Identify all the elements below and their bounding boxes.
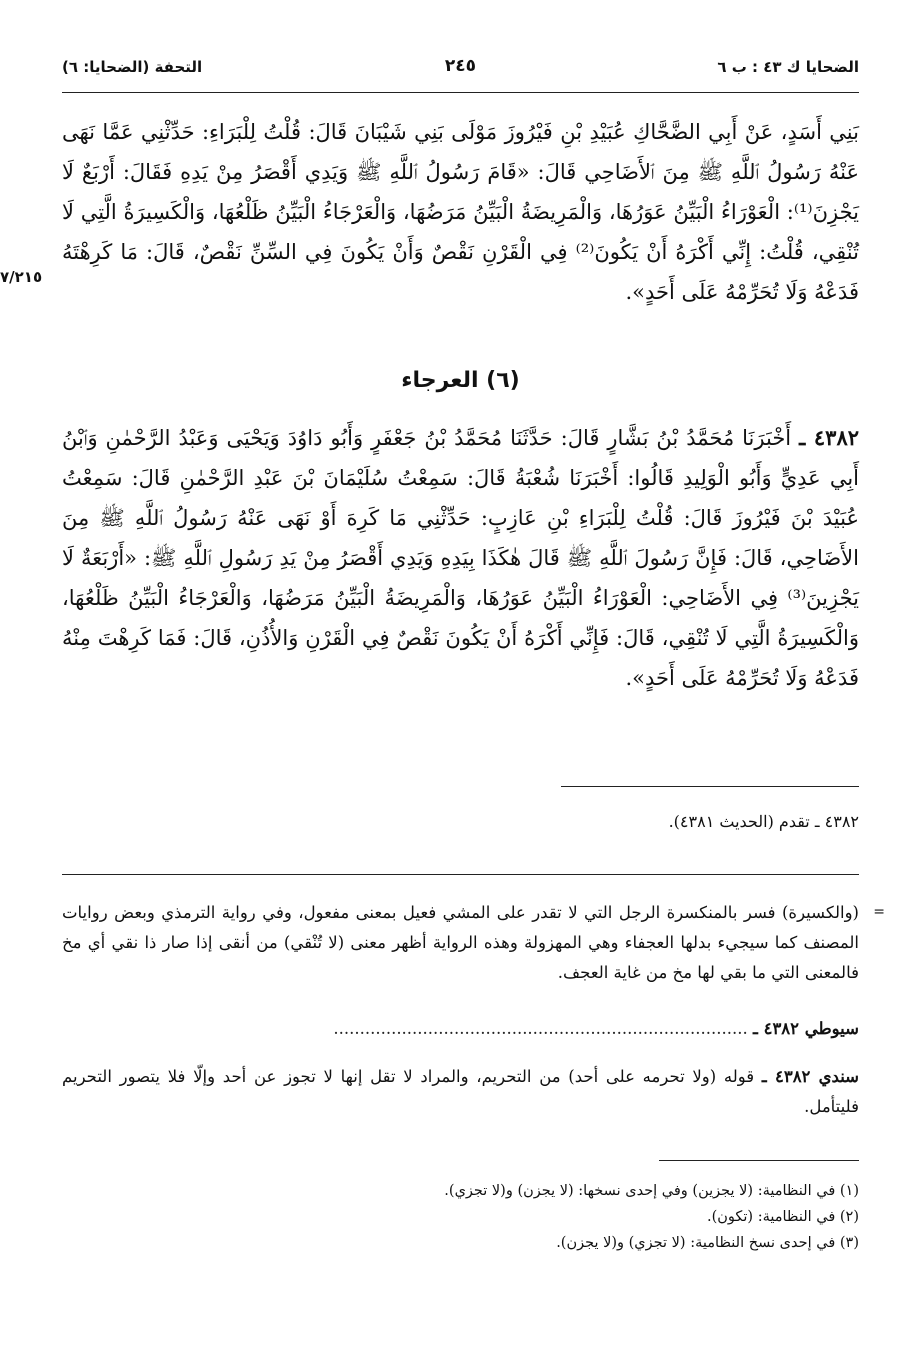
takhrij-note: ٤٣٨٢ ـ تقدم (الحديث ٤٣٨١). (668, 812, 859, 831)
commentary-paragraph: (والكسيرة) فسر بالمنكسرة الرجل التي لا تقدر على المشي فعيل بمعنى مفعول، وفي رواية الترمذي وبعض روايات المصنف كما سيجيء بدلها العجفاء وهي المهزولة وهذه الرواية أظهر معنى (لا تُنْقي) من أنقى إذا صار ذا نقي أي مخ فالمعنى التي ما بقي لها مخ من غاية العجف. (62, 903, 859, 982)
sindi-text: قوله (ولا تحرمه على أحد) من التحريم، والمراد لا تقل إنها لا تجوز عن أحد وإلّا فلا يتصور التحريم فليتأمل. (62, 1067, 859, 1116)
sindi-commentary (62, 1062, 859, 1122)
footnote-3: (٣) في إحدى نسخ النظامية: (لا تجزي) و(لا يجزن). (556, 1235, 859, 1251)
footnote-divider (659, 1160, 859, 1161)
footnote-1: (١) في النظامية: (لا يجزين) وفي إحدى نسخها: (لا يجزن) و(لا تجزي). (444, 1183, 859, 1199)
page-number: ٢٤٥ (444, 56, 477, 76)
divider-full (62, 874, 859, 875)
divider-short (561, 786, 859, 787)
hadith-4382 (62, 418, 859, 698)
section-heading: (٦) العرجاء (401, 368, 520, 393)
margin-reference: ٧/٢١٥ (0, 268, 43, 286)
hadith-continuation-text: بَنِي أَسَدٍ، عَنْ أَبِي الضَّحَّاكِ عُبَيْدِ بْنِ فَيْرُوزَ مَوْلَى بَنِي شَيْبَانَ قَالَ: قُلْتُ لِلْبَرَاءِ: حَدِّثْنِي عَمَّا نَهَى عَنْهُ رَسُولُ ٱللَّهِ ﷺ مِنَ ٱلأَضَاحِي قَالَ: «قَامَ رَسُولُ ٱللَّهِ ﷺ وَيَدِي أَقْصَرُ مِنْ يَدِهِ فَقَالَ: أَرْبَعٌ لَا يَجْزِنَ⁽¹⁾: الْعَوْرَاءُ الْبَيِّنُ عَوَرُهَا، وَالْمَرِيضَةُ الْبَيِّنُ مَرَضُهَا، وَالْعَرْجَاءُ الْبَيِّنُ ظَلْعُهَا، وَالْكَسِيرَةُ الَّتِي لَا تُنْقِي، قُلْتُ: إِنِّي أَكْرَهُ أَنْ يَكُونَ⁽²⁾ فِي الْقَرْنِ نَقْصٌ وَأَنْ يَكُونَ فِي السِّنِّ نَقْصٌ، قَالَ: مَا كَرِهْتَهُ فَدَعْهُ وَلَا تُحَرِّمْهُ عَلَى أَحَدٍ». (62, 120, 859, 304)
footnotes (62, 1178, 859, 1256)
continuation-marker: = (873, 904, 885, 920)
suyuti-label: سيوطي ٤٣٨٢ ـ (752, 1019, 859, 1038)
header-chapter-ref: الضحايا ك ٤٣ : ب ٦ (717, 58, 859, 76)
hadith-continuation (62, 112, 859, 312)
footnote-2: (٢) في النظامية: (تكون). (706, 1209, 859, 1225)
sindi-label: سندي ٤٣٨٢ ـ (761, 1067, 860, 1086)
header-tuhfa-ref: التحفة (الضحايا: ٦) (62, 58, 203, 76)
suyuti-commentary (62, 1014, 859, 1044)
hadith-text: أَخْبَرَنَا مُحَمَّدُ بْنُ بَشَّارٍ قَالَ: حَدَّثَنَا مُحَمَّدُ بْنُ جَعْفَرٍ وَأَبُو دَاوُدَ وَيَحْيَى وَعَبْدُ الرَّحْمٰنِ وَٱبْنُ أَبِي عَدِيٍّ وَأَبُو الْوَلِيدِ قَالُوا: أَخْبَرَنَا شُعْبَةُ قَالَ: سَمِعْتُ سُلَيْمَانَ بْنَ عَبْدِ الرَّحْمٰنِ قَالَ: سَمِعْتُ عُبَيْدَ بْنَ فَيْرُوزَ قَالَ: قُلْتُ لِلْبَرَاءِ بْنِ عَازِبٍ: حَدِّثْنِي مَا كَرِهَ أَوْ نَهَى عَنْهُ رَسُولُ ٱللَّهِ ﷺ مِنَ الأَضَاحِي، قَالَ: فَإِنَّ رَسُولَ ٱللَّهِ ﷺ قَالَ هٰكَذَا بِيَدِهِ وَيَدِي أَقْصَرُ مِنْ يَدِ رَسُولِ ٱللَّهِ ﷺ: «أَرْبَعَةٌ لَا يَجْزِينَ⁽³⁾ فِي الأَضَاحِي: الْعَوْرَاءُ الْبَيِّنُ عَوَرُهَا، وَالْمَرِيضَةُ الْبَيِّنُ مَرَضُهَا، وَالْعَرْجَاءُ الْبَيِّنُ ظَلْعُهَا، وَالْكَسِيرَةُ الَّتِي لَا تُنْقِي، قَالَ: فَإِنِّي أَكْرَهُ أَنْ يَكُونَ نَقْصٌ فِي الْقَرْنِ وَالأُذُنِ، قَالَ: فَمَا كَرِهْتَ مِنْهُ فَدَعْهُ وَلَا تُحَرِّمْهُ عَلَى أَحَدٍ». (62, 426, 859, 690)
page-header (62, 52, 859, 93)
suyuti-dots: ............................................................................... (333, 1019, 748, 1038)
hadith-number: ٤٣٨٢ ـ (799, 425, 860, 450)
